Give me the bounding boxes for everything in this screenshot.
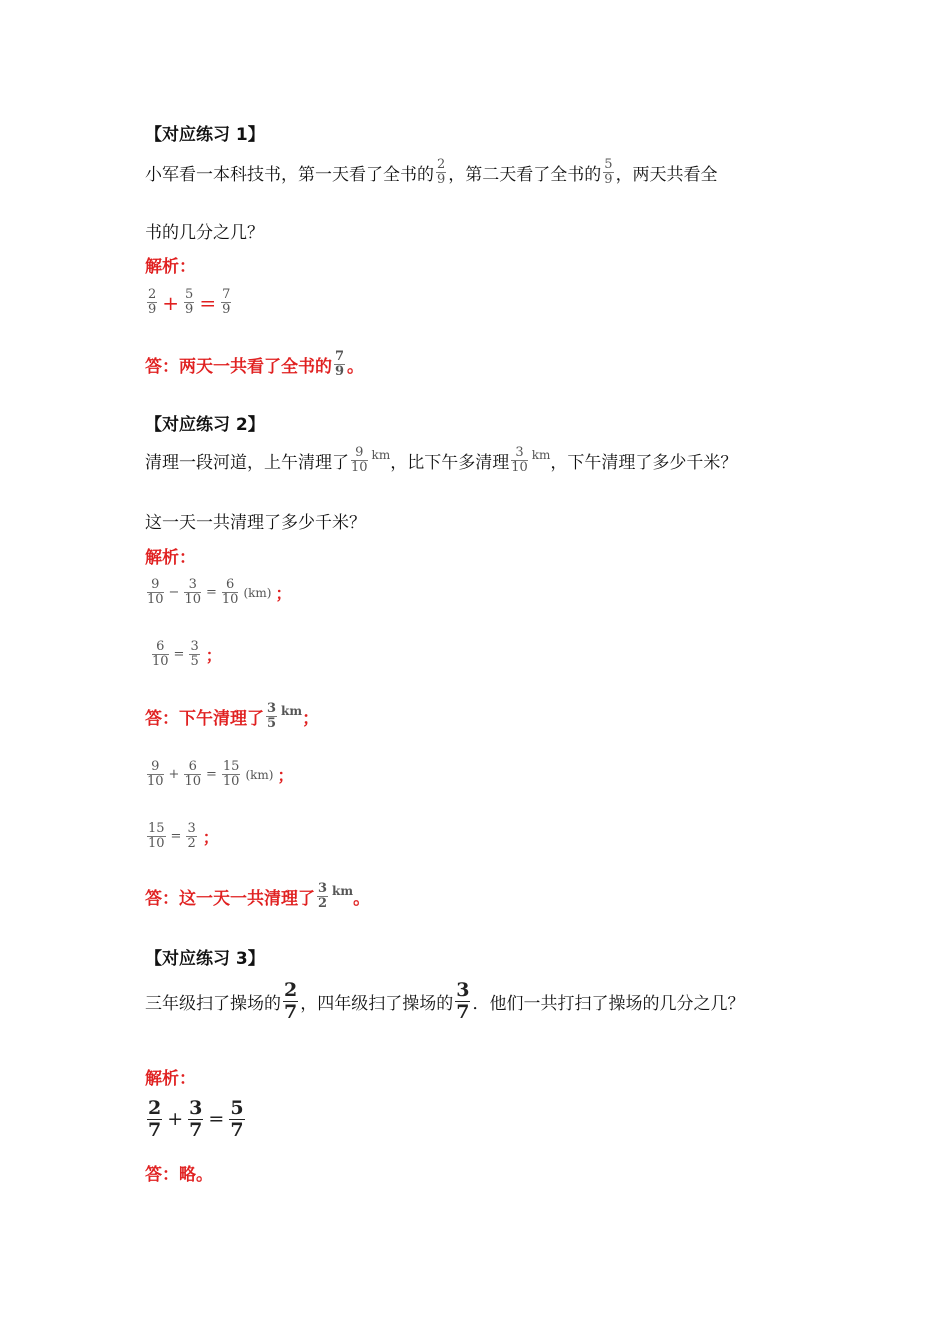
fraction: $\frac{5}{7}$ — [230, 1097, 244, 1141]
analysis-label: 解析： — [145, 548, 196, 568]
exercise-1-calculation — [145, 288, 233, 318]
fraction: $\frac{3}{10}$ — [511, 445, 528, 476]
exercise-3-answer: 答：略。 — [145, 1165, 213, 1185]
fraction: $\frac{2}{9}$ — [437, 157, 446, 188]
fraction: $\frac{3}{7}$ — [456, 979, 470, 1023]
exercise-1-title: 【对应练习 1】 — [145, 125, 265, 145]
fraction: $\frac{2}{7}$ — [284, 979, 298, 1023]
exercise-2-calc-3 — [145, 760, 293, 790]
fraction: $\frac{6}{10}$ — [184, 759, 201, 790]
fraction: $\frac{9}{10}$ — [351, 445, 368, 476]
analysis-label: 解析： — [145, 1069, 196, 1089]
fraction: $\frac{2}{9}$ — [148, 287, 157, 318]
unit-km: km — [371, 448, 391, 462]
exercise-2-question-line2: 这一天一共清理了多少千米？ — [145, 513, 366, 533]
plus-operator: + — [167, 1108, 184, 1131]
fraction: $\frac{6}{10}$ — [152, 639, 169, 670]
fraction: $\frac{9}{10}$ — [147, 759, 164, 790]
exercise-1-question-line2: 书的几分之几？ — [145, 223, 264, 243]
plus-operator: + — [168, 767, 180, 783]
answer-text: 答：两天一共看了全书的 — [145, 357, 332, 378]
unit-km: km — [281, 704, 303, 718]
fraction: $\frac{3}{2}$ — [318, 881, 328, 912]
equals-operator: = — [173, 647, 185, 663]
exercise-2-question — [145, 446, 737, 476]
plus-operator: + — [162, 290, 180, 315]
question-text: ，下午清理了多少千米？ — [550, 453, 738, 474]
fraction: $\frac{15}{10}$ — [222, 759, 240, 790]
exercise-1-question — [145, 158, 718, 188]
question-text: 三年级扫了操场的 — [145, 993, 281, 1014]
answer-text: 答：这一天一共清理了 — [145, 889, 315, 910]
question-text: ，四年级扫了操场的 — [300, 993, 454, 1014]
exercise-3-calculation — [145, 1098, 247, 1141]
equals-operator: = — [206, 585, 217, 601]
answer-text: 答：下午清理了 — [145, 709, 264, 730]
question-text: ，两天共看全 — [615, 165, 718, 186]
question-text: 小军看一本科技书，第一天看了全书的 — [145, 165, 434, 186]
fraction: $\frac{2}{7}$ — [148, 1097, 162, 1141]
fraction: $\frac{3}{5}$ — [190, 639, 199, 670]
fraction: $\frac{15}{10}$ — [148, 821, 165, 852]
analysis-label: 解析： — [145, 257, 196, 277]
fraction: $\frac{5}{9}$ — [604, 157, 613, 188]
fraction: $\frac{6}{10}$ — [221, 577, 239, 608]
answer-text: 。 — [347, 357, 365, 378]
exercise-3-title: 【对应练习 3】 — [145, 949, 265, 969]
exercise-2-calc-1 — [145, 578, 291, 608]
fraction: $\frac{5}{9}$ — [185, 287, 194, 318]
unit-km: km — [332, 884, 354, 898]
fraction: $\frac{3}{7}$ — [189, 1097, 203, 1141]
fraction: $\frac{7}{9}$ — [222, 287, 231, 318]
minus-operator: − — [168, 585, 180, 601]
unit-km: (km) — [243, 585, 272, 600]
semicolon: ； — [202, 828, 219, 848]
semicolon: ； — [275, 584, 292, 604]
exercise-3-question — [145, 980, 744, 1023]
semicolon: ； — [205, 646, 222, 666]
question-text: 清理一段河道，上午清理了 — [145, 453, 349, 474]
equals-operator: = — [199, 290, 217, 315]
unit-km: (km) — [245, 767, 274, 782]
equals-operator: = — [208, 1108, 225, 1131]
unit-km: km — [531, 448, 551, 462]
equals-operator: = — [206, 767, 217, 783]
answer-text: 。 — [353, 889, 371, 910]
fraction: $\frac{3}{5}$ — [267, 701, 277, 732]
equals-operator: = — [170, 829, 182, 845]
exercise-2-calc-4 — [145, 822, 219, 852]
question-text: ，比下午多清理 — [390, 453, 510, 474]
exercise-2-calc-2 — [150, 640, 222, 670]
answer-text: ； — [302, 709, 320, 730]
fraction: $\frac{7}{9}$ — [335, 349, 345, 380]
fraction: $\frac{3}{10}$ — [184, 577, 201, 608]
question-text: ．他们一共打扫了操场的几分之几？ — [472, 993, 745, 1014]
exercise-1-answer — [145, 350, 364, 380]
exercise-2-answer-2 — [145, 882, 370, 912]
fraction: $\frac{9}{10}$ — [147, 577, 164, 608]
exercise-2-title: 【对应练习 2】 — [145, 415, 265, 435]
fraction: $\frac{3}{2}$ — [187, 821, 196, 852]
question-text: ，第二天看了全书的 — [448, 165, 602, 186]
exercise-2-answer-1 — [145, 702, 319, 732]
semicolon: ； — [277, 766, 294, 786]
